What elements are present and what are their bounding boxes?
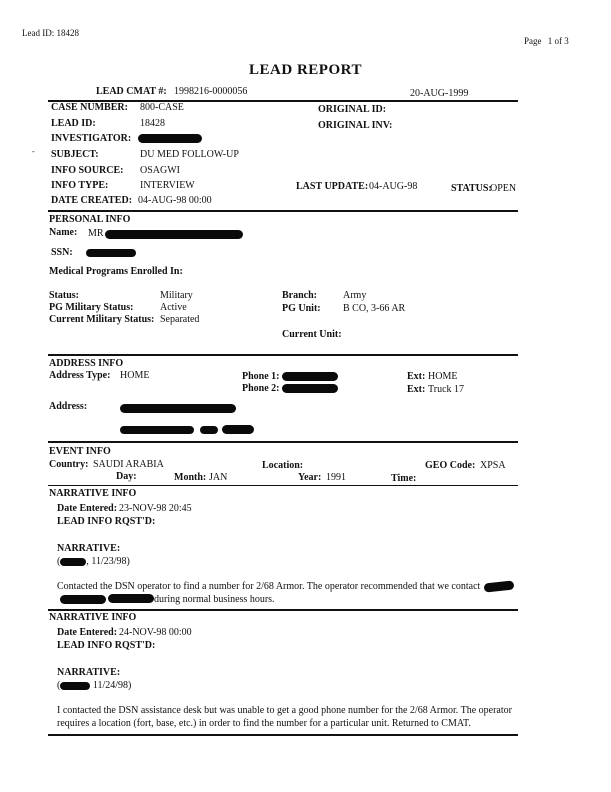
narrative2-title: NARRATIVE INFO xyxy=(49,612,137,623)
date-created-value: 04-AUG-98 00:00 xyxy=(138,195,212,206)
year-value: 1991 xyxy=(326,472,346,483)
page-number: 1 xyxy=(547,36,553,46)
event-info-title: EVENT INFO xyxy=(49,446,111,457)
narrative2-text-line2: requires a location (fort, base, etc.) in order to find the number for a particular unit. Returned to CMAT. xyxy=(57,718,471,729)
redaction-investigator xyxy=(138,134,202,143)
redaction-name xyxy=(105,230,243,239)
narrative1-sig-open: ( xyxy=(57,556,61,567)
ext2-label: Ext: xyxy=(407,384,426,395)
redaction-narrative1-b xyxy=(60,595,106,604)
country-label: Country: xyxy=(49,459,89,470)
month-label: Month: xyxy=(174,472,207,483)
lead-cmat-value: 1998216-0000056 xyxy=(174,86,248,97)
narrative2-rule xyxy=(48,734,518,736)
personal-rule xyxy=(48,354,518,356)
narrative1-text-line1: Contacted the DSN operator to find a number for 2/68 Armor. The operator recommended that we contact xyxy=(57,581,481,592)
narrative1-rqst-label: LEAD INFO RQST'D: xyxy=(57,516,156,527)
narrative2-label: NARRATIVE: xyxy=(57,667,121,678)
last-update-value: 04-AUG-98 xyxy=(369,181,418,192)
page-indicator xyxy=(524,36,569,46)
address-type-value: HOME xyxy=(120,370,150,381)
pg-status-value: Active xyxy=(160,302,187,313)
redaction-address-line2b xyxy=(200,426,218,434)
name-label: Name: xyxy=(49,227,78,238)
status-mil-value: Military xyxy=(160,290,193,301)
narrative1-date-label: Date Entered: xyxy=(57,503,118,514)
status-label: STATUS: xyxy=(451,183,492,194)
narrative1-label: NARRATIVE: xyxy=(57,543,121,554)
redaction-narrative1-a xyxy=(484,580,515,592)
investigator-label: INVESTIGATOR: xyxy=(51,133,132,144)
pg-status-label: PG Military Status: xyxy=(49,302,134,313)
info-type-label: INFO TYPE: xyxy=(51,180,109,191)
branch-value: Army xyxy=(343,290,367,301)
report-title: LEAD REPORT xyxy=(249,62,362,78)
narrative1-sig-date: , 11/23/98) xyxy=(86,556,130,567)
day-label: Day: xyxy=(116,471,137,482)
date-created-label: DATE CREATED: xyxy=(51,195,133,206)
report-date: 20-AUG-1999 xyxy=(410,88,469,99)
redaction-address-line2c xyxy=(222,425,254,434)
subject-label: SUBJECT: xyxy=(51,149,99,160)
pg-unit-label: PG Unit: xyxy=(282,303,321,314)
phone1-label: Phone 1: xyxy=(242,371,280,382)
last-update-label: LAST UPDATE: xyxy=(296,181,369,192)
current-status-value: Separated xyxy=(160,314,200,325)
narrative1-rule xyxy=(48,609,518,611)
month-value: JAN xyxy=(209,472,228,483)
lead-cmat-label: LEAD CMAT #: xyxy=(96,86,167,97)
pg-unit-value: B CO, 3-66 AR xyxy=(343,303,406,314)
redaction-phone1 xyxy=(282,372,338,381)
narrative1-title: NARRATIVE INFO xyxy=(49,488,137,499)
narrative1-text-line2: during normal business hours. xyxy=(154,594,275,605)
redaction-address-line2a xyxy=(120,426,194,434)
time-label: Time: xyxy=(391,473,417,484)
lead-id-header: Lead ID: 18428 xyxy=(22,28,79,38)
original-id-label: ORIGINAL ID: xyxy=(318,104,387,115)
name-prefix: MR xyxy=(88,228,104,239)
address-type-label: Address Type: xyxy=(49,370,111,381)
case-number-value: 800-CASE xyxy=(140,102,184,113)
country-value: SAUDI ARABIA xyxy=(93,459,164,470)
subject-value: DU MED FOLLOW-UP xyxy=(140,149,239,160)
ext1-label: Ext: xyxy=(407,371,426,382)
case-rule xyxy=(48,210,518,212)
narrative2-sig-date: 11/24/98) xyxy=(90,680,132,691)
page-total: 3 xyxy=(564,36,569,46)
address-info-title: ADDRESS INFO xyxy=(49,358,124,369)
redaction-ssn xyxy=(86,249,136,257)
redaction-phone2 xyxy=(282,384,338,393)
geo-code-value: XPSA xyxy=(480,460,506,471)
info-source-value: OSAGWI xyxy=(140,165,180,176)
narrative1-signature xyxy=(57,556,130,567)
original-inv-label: ORIGINAL INV: xyxy=(318,120,393,131)
branch-label: Branch: xyxy=(282,290,317,301)
narrative1-date-value: 23-NOV-98 20:45 xyxy=(119,503,192,514)
event-rule xyxy=(48,485,518,486)
narrative2-rqst-label: LEAD INFO RQST'D: xyxy=(57,640,156,651)
redaction-sig1 xyxy=(60,558,86,566)
lead-id-value: 18428 xyxy=(140,118,165,129)
phone2-label: Phone 2: xyxy=(242,383,280,394)
medical-programs-label: Medical Programs Enrolled In: xyxy=(49,266,183,277)
personal-info-title: PERSONAL INFO xyxy=(49,214,131,225)
narrative2-date-value: 24-NOV-98 00:00 xyxy=(119,627,192,638)
status-value: OPEN xyxy=(490,183,517,194)
info-source-label: INFO SOURCE: xyxy=(51,165,124,176)
lead-id-label: LEAD ID: xyxy=(51,118,96,129)
address-label: Address: xyxy=(49,401,88,412)
narrative2-signature xyxy=(57,680,131,691)
current-status-label: Current Military Status: xyxy=(49,314,155,325)
current-unit-label: Current Unit: xyxy=(282,329,342,340)
redaction-sig2 xyxy=(60,682,90,690)
year-label: Year: xyxy=(298,472,322,483)
address-rule xyxy=(48,441,518,443)
info-type-value: INTERVIEW xyxy=(140,180,195,191)
narrative2-date-label: Date Entered: xyxy=(57,627,118,638)
status-mil-label: Status: xyxy=(49,290,80,301)
page-of: of xyxy=(554,36,562,46)
narrative2-sig-open: ( xyxy=(57,680,61,691)
margin-mark: - xyxy=(32,147,35,156)
location-label: Location: xyxy=(262,460,304,471)
ext1-value: HOME xyxy=(428,371,458,382)
page-label: Page xyxy=(524,36,542,46)
redaction-address-line1 xyxy=(120,404,236,413)
redaction-narrative1-c xyxy=(108,594,154,603)
geo-code-label: GEO Code: xyxy=(425,460,476,471)
case-number-label: CASE NUMBER: xyxy=(51,102,128,113)
narrative2-text-line1: I contacted the DSN assistance desk but was unable to get a good phone number for the 2/68 Armor. The operator xyxy=(57,705,512,716)
ext2-value: Truck 17 xyxy=(428,384,465,395)
ssn-label: SSN: xyxy=(51,247,73,258)
